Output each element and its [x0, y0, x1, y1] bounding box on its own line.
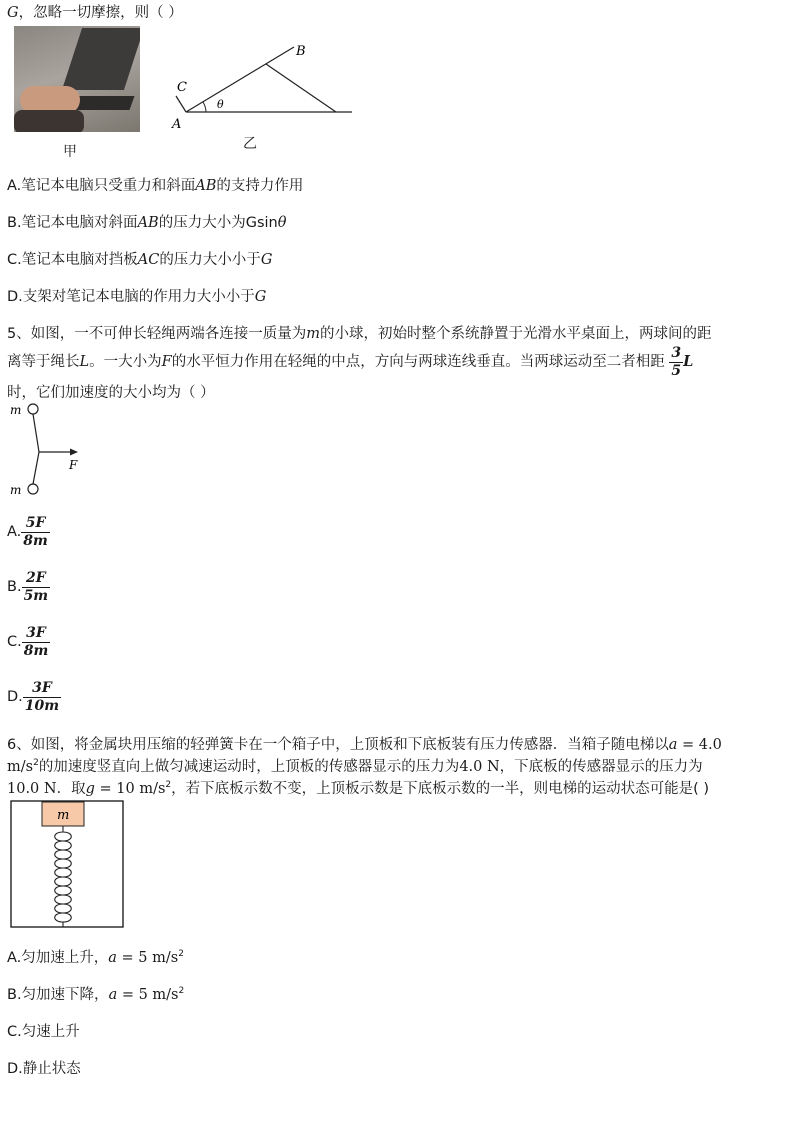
ball-top [28, 404, 38, 414]
q5-rope-diagram [6, 400, 86, 500]
q5-stem-line2: 离等于绳长L。一大小为F的水平恒力作用在轻绳的中点，方向与两球连线垂直。当两球运动至二者相距 $\frac{3}{5}$ L [7, 344, 694, 379]
baffle-ac [176, 96, 186, 112]
q4-stem [7, 3, 183, 23]
q4-option-b[interactable]: B.笔记本电脑对斜面AB的压力大小为Gsinθ [7, 215, 287, 231]
q4-option-c[interactable]: C.笔记本电脑对挡板AC的压力大小小于G [7, 252, 273, 268]
q5-option-c[interactable]: C. $\frac{3F}{8m}$ [7, 624, 49, 659]
spring-coil [55, 826, 72, 927]
rope-lower [33, 452, 39, 484]
q6-option-d[interactable]: D.静止状态 [7, 1061, 81, 1077]
q5-stem-line3: 时，它们加速度的大小均为（ ） [7, 385, 215, 401]
q4-stem-text: ，忽略一切摩擦，则（ ） [18, 5, 183, 21]
label-f: F [69, 458, 78, 472]
force-arrow-head [70, 449, 78, 456]
label-b: B [296, 44, 306, 59]
q4-option-a[interactable]: A.笔记本电脑只受重力和斜面AB的支持力作用 [7, 178, 304, 194]
q6-option-c[interactable]: C.匀速上升 [7, 1024, 80, 1040]
angle-arc [203, 102, 206, 112]
support-strut [266, 64, 336, 112]
q6-spring-box-diagram [10, 800, 126, 930]
label-m-bottom: m [10, 483, 22, 497]
q5-stem-line1: 5、如图，一不可伸长轻绳两端各连接一质量为m的小球，初始时整个系统静置于光滑水平桌面上，两球间的距 [7, 326, 712, 342]
q4-stem-var: G [7, 5, 19, 21]
label-theta: θ [217, 98, 224, 111]
block-label: m [57, 808, 70, 823]
laptop-photo [14, 26, 140, 132]
q5-option-b[interactable]: B. $\frac{2F}{5m}$ [7, 569, 49, 604]
rope-upper [33, 414, 39, 452]
q6-option-a[interactable]: A.匀加速上升，a = 5 $m/s^2$ [7, 949, 184, 966]
incline-diagram [168, 38, 358, 133]
q5-fraction: $\frac{3}{5}$ [671, 344, 682, 379]
laptop-screen [62, 28, 140, 90]
q6-stem-line3: 10.0 N．取g = 10 $m/s^2$，若下底板示数不变，上顶板示数是下底板示数的一半，则电梯的运动状态可能是( ) [7, 780, 710, 797]
label-m-top: m [10, 403, 22, 417]
q6-option-b[interactable]: B.匀加速下降，a = 5 $m/s^2$ [7, 986, 185, 1003]
q6-stem-line1: 6、如图，将金属块用压缩的轻弹簧卡在一个箱子中，上顶板和下底板装有压力传感器．当箱子随电梯以a = 4.0 [7, 737, 722, 753]
incline-ab [186, 47, 294, 112]
q5-option-d[interactable]: D. $\frac{3F}{10m}$ [7, 679, 60, 714]
q5-option-a[interactable]: A. $\frac{5F}{8m}$ [7, 514, 48, 549]
fig-yi-caption: 乙 [243, 136, 257, 152]
q6-stem-line2: $m/s^2$的加速度竖直向上做匀减速运动时，上顶板的传感器显示的压力为4.0 N，下底板的传感器显示的压力为 [7, 758, 703, 775]
sleeve [14, 110, 84, 132]
label-a: A [172, 117, 182, 132]
q4-option-d[interactable]: D.支架对笔记本电脑的作用力大小小于G [7, 289, 267, 305]
ball-bottom [28, 484, 38, 494]
label-c: C [177, 80, 187, 95]
fig-jia-caption: 甲 [63, 144, 77, 160]
